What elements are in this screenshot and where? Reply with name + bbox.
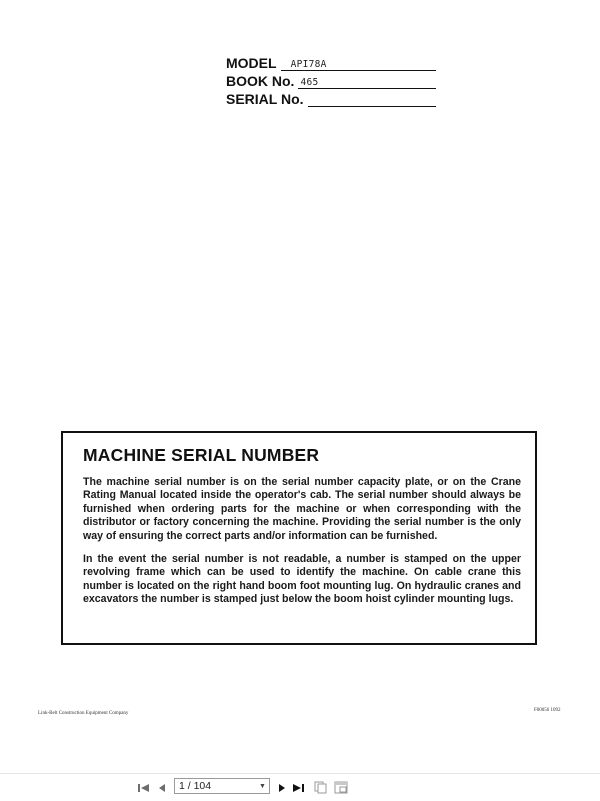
model-label: MODEL <box>226 55 277 71</box>
serial-number-notice-box <box>61 431 537 645</box>
serial-label: SERIAL No. <box>226 91 304 107</box>
model-line <box>281 56 436 71</box>
chevron-down-icon[interactable]: ▼ <box>259 782 266 790</box>
model-value: API78A <box>290 59 327 70</box>
page-number-input[interactable] <box>175 780 251 792</box>
book-row <box>226 71 436 89</box>
notice-paragraph-1: The machine serial number is on the serial number capacity plate, or on the Crane Rating Manual located inside the operator's cab. The serial number should always be furnished when ordering parts for the machine or when corresponding with the distributor or factory concerning the machine. Providing the serial number is the only way of ensuring the correct parts and/or information can be furnished. <box>83 476 521 542</box>
footer-company: Link-Belt Construction Equipment Company <box>38 711 129 716</box>
previous-page-icon[interactable] <box>158 779 166 797</box>
serial-row <box>226 89 436 107</box>
window-icon[interactable] <box>334 778 348 796</box>
copy-icon[interactable] <box>314 778 328 796</box>
first-page-icon[interactable] <box>138 779 150 797</box>
pdf-viewer-toolbar <box>0 773 600 801</box>
notice-paragraph-2: In the event the serial number is not readable, a number is stamped on the upper revolving frame which can be used to identify the machine. On cable crane this number is located on the right hand boom foot mounting lug. On hydraulic cranes and excavators the number is stamped just below the boom hoist cylinder mounting lugs. <box>83 553 521 606</box>
book-value: 465 <box>300 77 319 88</box>
serial-line <box>308 92 436 107</box>
next-page-icon[interactable] <box>278 779 286 797</box>
last-page-icon[interactable] <box>292 779 304 797</box>
book-line <box>298 74 436 89</box>
form-fields <box>226 53 436 107</box>
page-number-selector[interactable] <box>174 778 270 794</box>
notice-title: MACHINE SERIAL NUMBER <box>83 445 320 465</box>
model-row <box>226 53 436 71</box>
footer-code: F00056 1092 <box>534 708 561 713</box>
book-label: BOOK No. <box>226 73 295 89</box>
